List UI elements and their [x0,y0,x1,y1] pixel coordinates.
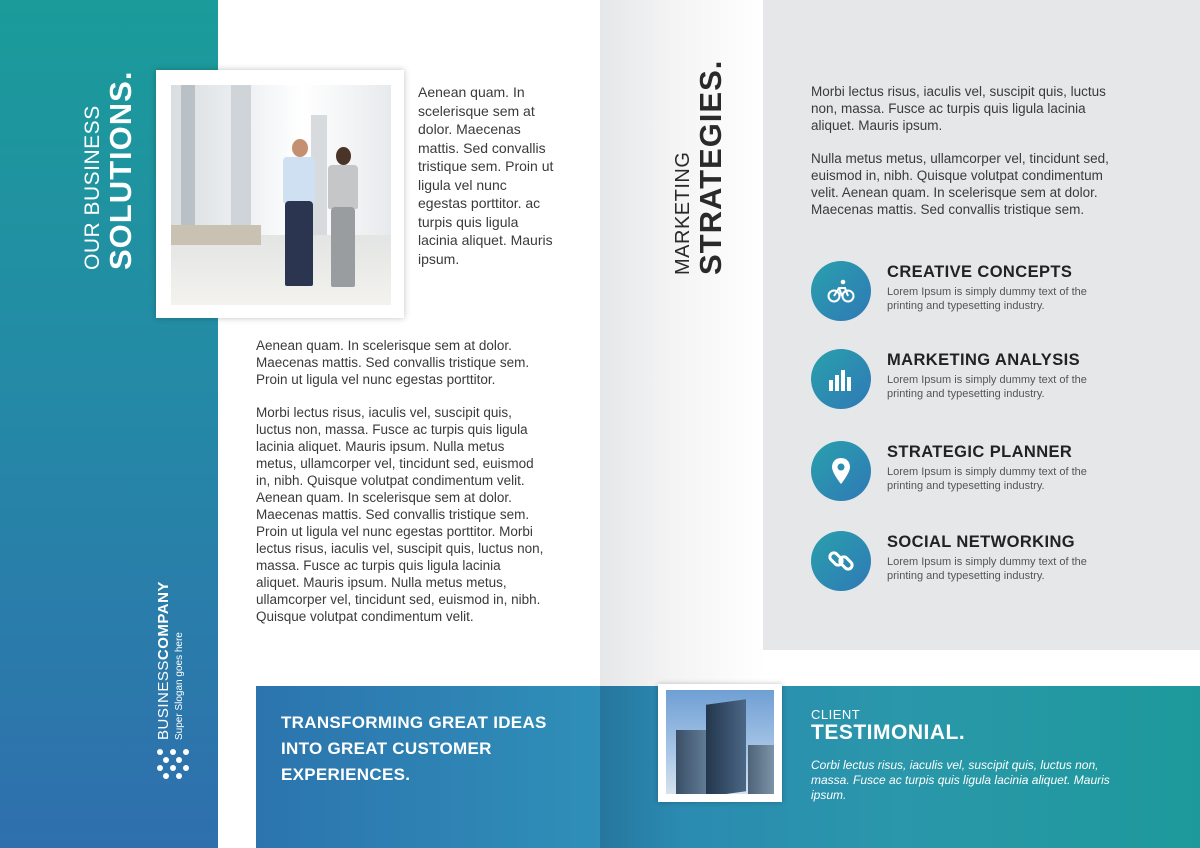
brand-slogan: Super Slogan goes here [174,632,185,740]
feature-title: CREATIVE CONCEPTS [887,263,1073,281]
feature-description: Lorem Ipsum is simply dummy text of the printing and typesetting industry. [887,556,1087,582]
feature-title: SOCIAL NETWORKING [887,533,1075,551]
brand-name-bold: COMPANY [155,581,172,661]
feature-description: Lorem Ipsum is simply dummy text of the printing and typesetting industry. [887,374,1087,400]
feature-description: Lorem Ipsum is simply dummy text of the printing and typesetting industry. [887,286,1087,312]
business-people-photo [171,85,391,305]
marketing-paragraph-2: Nulla metus metus, ullamcorper vel, tincidunt sed, euismod in, nibh. Quisque volutpat condimentum velit. Aenean quam. In scelerisque sem at dolor. Maecenas mattis. Sed convallis tristique sem. [811,151,1109,217]
marketing-title-line1: MARKETING [672,151,694,275]
testimonial-quote: Corbi lectus risus, iaculis vel, suscipit quis, luctus non, massa. Fusce ac turpis quis ligula lacinia aliquet. Mauris ipsum. [811,758,1110,802]
feature-title: STRATEGIC PLANNER [887,443,1073,461]
vertical-section-title [82,0,136,270]
body-paragraph-1: Aenean quam. In scelerisque sem at dolor. Maecenas mattis. Sed convallis tristique sem. Proin ut ligula vel nunc egestas porttitor. [256,338,530,387]
brand-logo-text [156,580,190,740]
bicycle-icon [811,261,871,321]
brand-dots-logo-icon [156,748,190,782]
feature-description: Lorem Ipsum is simply dummy text of the printing and typesetting industry. [887,466,1087,492]
marketing-title-line2: STRATEGIES. [693,59,728,275]
body-paragraph-2: Morbi lectus risus, iaculis vel, suscipit quis, luctus non, massa. Fusce ac turpis quis ligula lacinia aliquet. Mauris ipsum. Nulla metus metus, ullamcorper vel, tincidunt sed, euismod in, nibh. Quisque volutpat condimentum velit. Aenean quam. In scelerisque sem at dolor. Maecenas mattis. Sed convallis tristique sem. Proin ut ligula vel nunc egestas porttitor. Morbi lectus risus, iaculis vel, suscipit quis, luctus non, massa. Fusce ac turpis quis ligula lacinia aliquet. Mauris ipsum. Nulla metus metus, ullamcorper vel, tincidunt sed, euismod in, nibh. Quisque volutpat condimentum velit. [256,405,544,624]
feature-item-creative-concepts [811,261,1191,331]
skyscraper-photo [666,690,774,794]
marketing-paragraph-1: Morbi lectus risus, iaculis vel, suscipit quis, luctus non, massa. Fusce ac turpis quis ligula lacinia aliquet. Mauris ipsum. [811,84,1106,133]
feature-item-social-networking [811,531,1191,601]
link-icon [811,531,871,591]
section-title-line2: SOLUTIONS. [103,70,138,270]
tagline-text: TRANSFORMING GREAT IDEAS INTO GREAT CUSTOMER EXPERIENCES. [281,713,547,784]
feature-item-marketing-analysis [811,349,1191,419]
marketing-vertical-title [673,15,733,275]
feature-title: MARKETING ANALYSIS [887,351,1080,369]
testimonial-label: CLIENT [811,707,861,722]
testimonial-title: TESTIMONIAL. [811,721,966,744]
brand-name-light: BUSINESS [155,660,172,740]
bar-chart-icon [811,349,871,409]
map-pin-icon [811,441,871,501]
feature-item-strategic-planner [811,441,1191,511]
intro-paragraph: Aenean quam. In scelerisque sem at dolor. Maecenas mattis. Sed convallis tristique sem. Proin ut ligula vel nunc egestas porttitor. ac turpis quis ligula lacinia aliquet. Mauris ipsum. [418,84,554,267]
brand-name [156,580,171,740]
section-title-line1: OUR BUSINESS [81,105,104,270]
